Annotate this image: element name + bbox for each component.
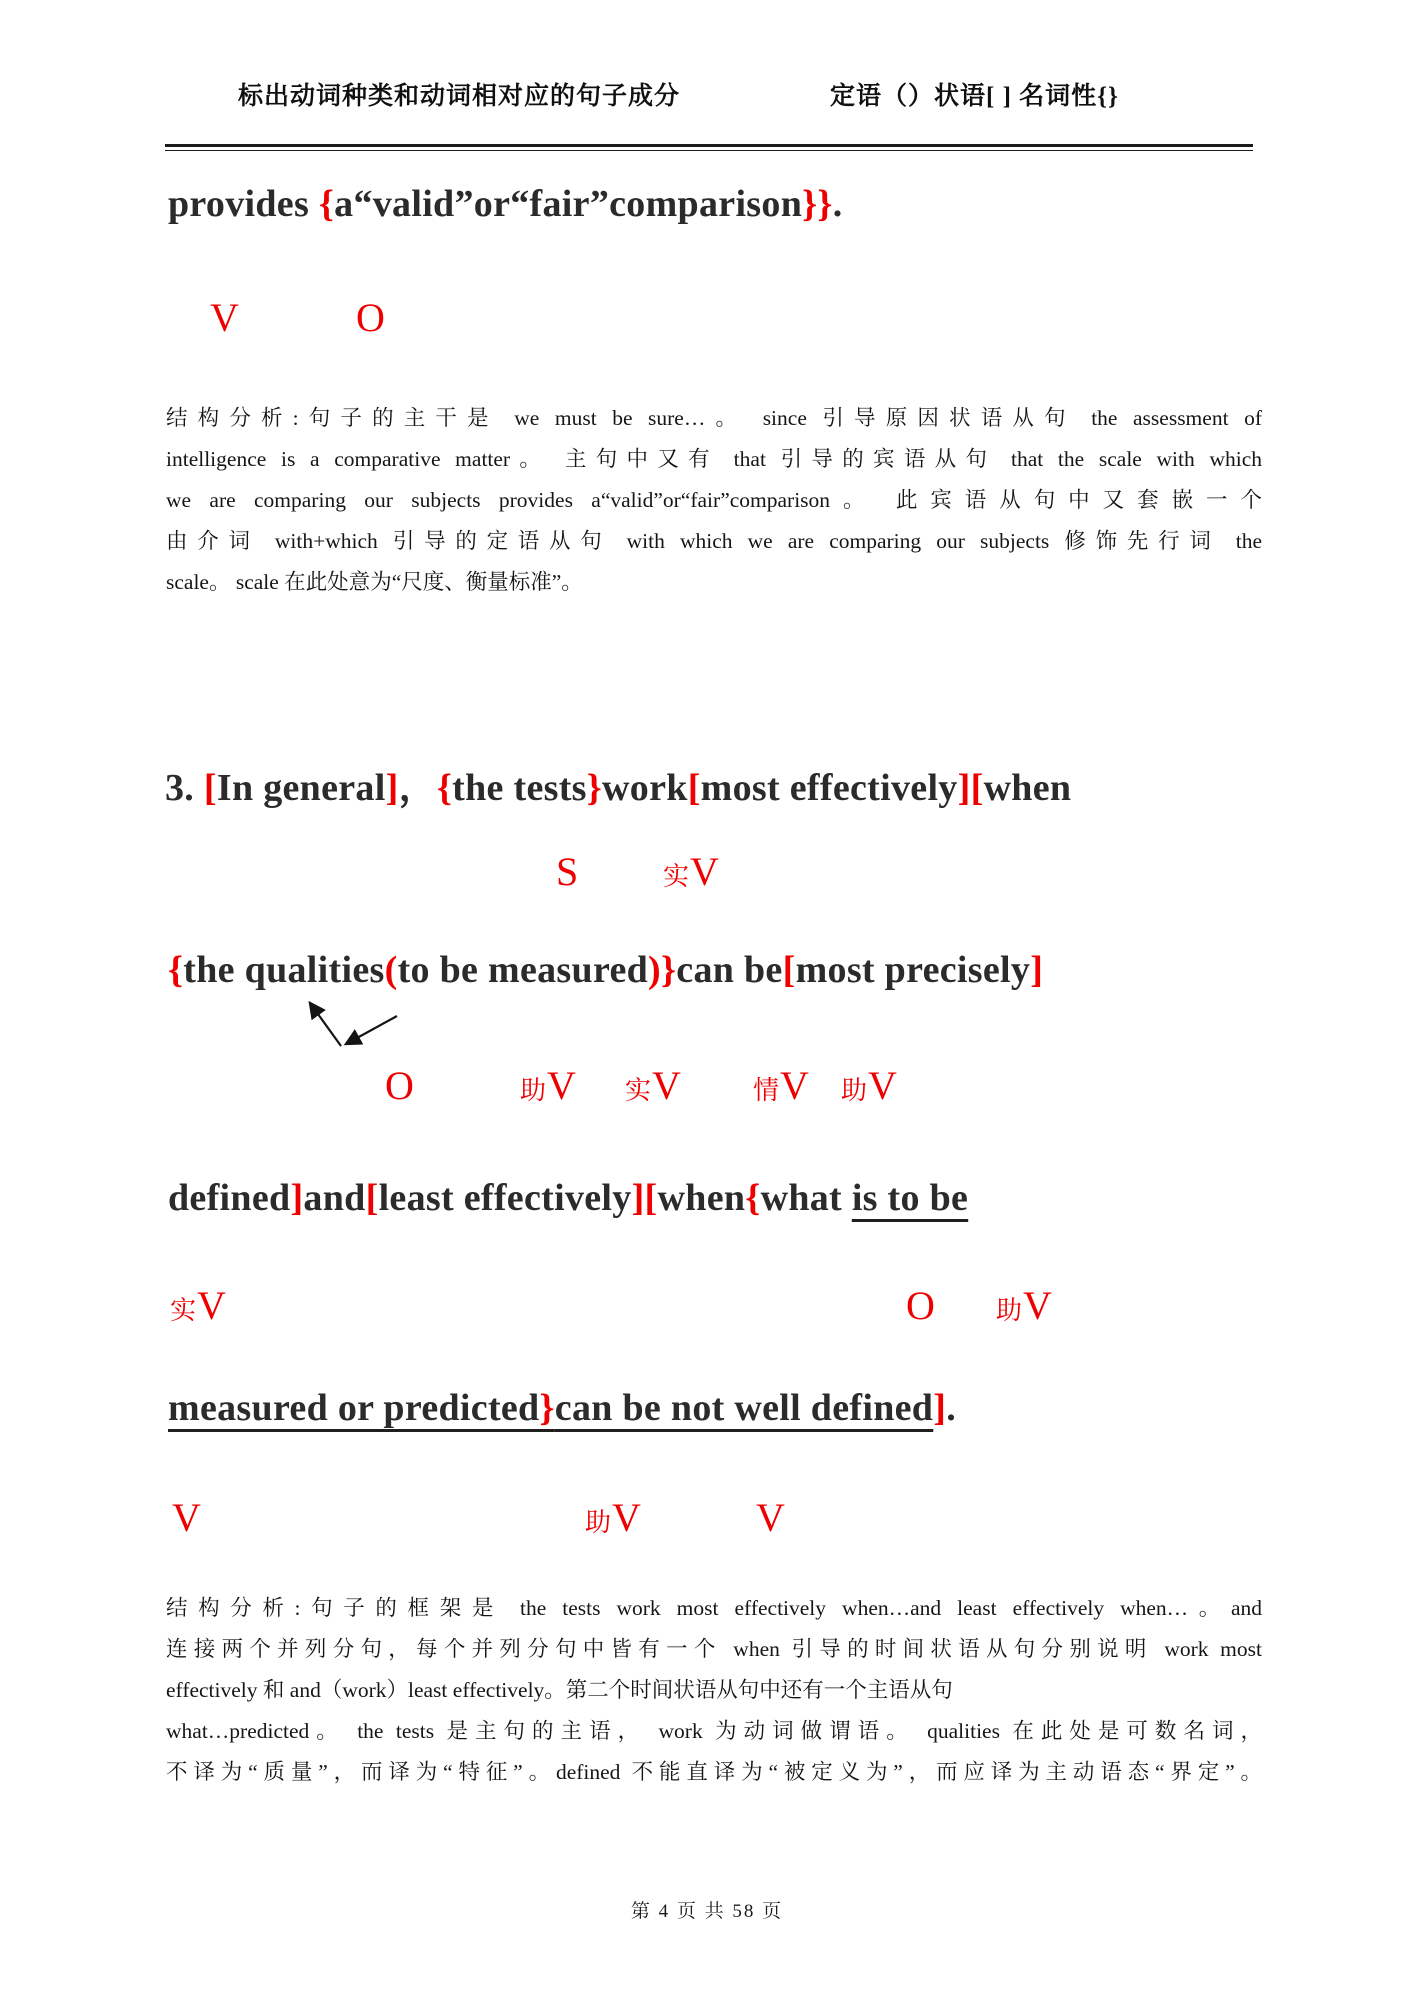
analysis-line: 由介词 with+which 引导的定语从句 with which we are comparing our subjects 修饰先行词 the <box>166 529 1262 553</box>
bracket-marker: ] <box>1030 949 1044 991</box>
label-main: O <box>906 1283 935 1328</box>
analysis-line: 结构分析:句子的主干是 we must be sure…。 since 引导原因状语从句 the assessment of <box>166 406 1262 430</box>
bracket-marker: { <box>168 949 184 991</box>
analysis-line: scale。 scale 在此处意为“尺度、衡量标准”。 <box>166 570 583 594</box>
grammar-label <box>385 1064 414 1108</box>
grammar-label <box>556 850 578 894</box>
header-rule <box>165 144 1253 151</box>
grammar-label <box>996 1284 1052 1328</box>
bracket-marker: ] <box>933 1387 947 1429</box>
analysis-line: 结构分析:句子的框架是 the tests work most effectively when…and least effectively when…。and <box>166 1596 1262 1620</box>
bracket-marker: [ <box>365 1177 379 1219</box>
grammar-label <box>210 296 239 340</box>
bracket-marker: { <box>745 1177 761 1219</box>
bracket-marker: [ <box>644 1177 658 1219</box>
label-main: V <box>210 295 239 340</box>
label-main: V <box>780 1063 809 1108</box>
label-main: V <box>172 1495 201 1540</box>
label-prefix: 实 <box>663 862 691 891</box>
bracket-marker: } <box>586 767 603 809</box>
grammar-label <box>172 1496 201 1540</box>
sentence-text: defined <box>168 1177 291 1219</box>
label-main: V <box>868 1063 897 1108</box>
label-main: O <box>356 295 385 340</box>
bracket-marker: [ <box>687 767 701 809</box>
sentence2-tail-line <box>168 182 843 226</box>
label-prefix: 实 <box>170 1296 198 1325</box>
grammar-label <box>663 850 719 894</box>
bracket-marker: [ <box>782 949 796 991</box>
label-main: V <box>197 1283 226 1328</box>
sentence-text: to be measured <box>397 949 649 991</box>
analysis-line: intelligence is a comparative matter。 主句中又有 that 引导的宾语从句 that the scale with which <box>166 447 1262 471</box>
label-main: O <box>385 1063 414 1108</box>
label-prefix: 助 <box>585 1508 613 1537</box>
grammar-label <box>585 1496 641 1540</box>
bracket-marker: } <box>539 1387 555 1429</box>
sentence-text: measured or predicted <box>168 1387 540 1429</box>
bracket-marker: ] <box>631 1177 645 1219</box>
sentence-text: the qualities <box>183 949 385 991</box>
sentence3-line-2 <box>168 948 1043 992</box>
header-left-title: 标出动词种类和动词相对应的句子成分 <box>238 83 681 110</box>
bracket-marker: [ <box>970 767 984 809</box>
analysis-line: what…predicted。 the tests 是主句的主语， work 为动词做谓语。 qualities 在此处是可数名词， <box>166 1719 1262 1743</box>
grammar-label <box>906 1284 935 1328</box>
sentence-text: provides <box>168 183 319 225</box>
bracket-marker: { <box>318 183 335 225</box>
label-main: S <box>556 849 579 894</box>
page-number-footer: 第 4 页 共 58 页 <box>630 1901 784 1922</box>
analysis-paragraph-1 <box>166 398 1262 603</box>
sentence-text: 3. <box>165 767 204 809</box>
label-prefix: 情 <box>753 1076 781 1105</box>
sentence-text: can be <box>676 949 783 991</box>
grammar-label <box>841 1064 897 1108</box>
header-right-legend: 定语（）状语[ ] 名词性{} <box>830 83 1119 110</box>
sentence-text: . <box>946 1387 957 1429</box>
sentence3-line-4 <box>168 1386 956 1430</box>
sentence-text: In general <box>216 767 386 809</box>
sentence-text: ， <box>398 767 437 809</box>
sentence-text: when <box>657 1177 746 1219</box>
sentence-text: a“valid”or“fair”comparison <box>334 183 803 225</box>
sentence-text: what <box>760 1177 852 1219</box>
grammar-label <box>753 1064 809 1108</box>
sentence3-line-1 <box>165 756 1071 811</box>
label-main: V <box>756 1495 785 1540</box>
label-main: V <box>547 1063 576 1108</box>
label-main: V <box>690 849 719 894</box>
sentence-text: least effectively <box>378 1177 632 1219</box>
analysis-line: 不译为“质量”，而译为“特征”。defined 不能直译为“被定义为”，而应译为主动语态“界定”。 <box>166 1760 1262 1784</box>
sentence-text: most precisely <box>795 949 1031 991</box>
label-main: V <box>612 1495 641 1540</box>
analysis-line: effectively 和 and（work）least effectively。第二个时间状语从句中还有一个主语从句 <box>166 1678 953 1702</box>
bracket-marker: ( <box>384 949 398 991</box>
bracket-marker: ] <box>957 767 971 809</box>
sentence-text: and <box>303 1177 366 1219</box>
bracket-marker: [ <box>203 767 217 809</box>
bracket-marker: ] <box>290 1177 304 1219</box>
sentence-text: when <box>983 767 1072 809</box>
bracket-marker: { <box>436 767 453 809</box>
bracket-marker: ] <box>385 767 399 809</box>
sentence-text: . <box>832 183 843 225</box>
grammar-label <box>170 1284 226 1328</box>
analysis-line: we are comparing our subjects provides a“valid”or“fair”comparison。 此宾语从句中又套嵌一个 <box>166 488 1262 512</box>
label-main: V <box>1023 1283 1052 1328</box>
grammar-label <box>756 1496 785 1540</box>
bracket-marker: }} <box>802 183 833 225</box>
grammar-label <box>520 1064 576 1108</box>
grammar-label <box>356 296 385 340</box>
analysis-paragraph-2 <box>166 1588 1262 1793</box>
label-prefix: 助 <box>996 1296 1024 1325</box>
sentence-text: the tests <box>452 767 587 809</box>
sentence-text: is to be <box>851 1177 969 1219</box>
label-prefix: 助 <box>841 1076 869 1105</box>
sentence-text: work <box>602 767 688 809</box>
sentence3-line-3 <box>168 1176 968 1220</box>
bracket-marker: ) <box>648 949 662 991</box>
sentence-text: can be not well defined <box>554 1387 934 1429</box>
grammar-label <box>625 1064 681 1108</box>
analysis-line: 连接两个并列分句，每个并列分句中皆有一个 when 引导的时间状语从句分别说明 work most <box>166 1637 1262 1661</box>
bracket-marker: } <box>661 949 677 991</box>
label-prefix: 实 <box>625 1076 653 1105</box>
sentence-text: most effectively <box>700 767 958 809</box>
label-prefix: 助 <box>520 1076 548 1105</box>
label-main: V <box>652 1063 681 1108</box>
